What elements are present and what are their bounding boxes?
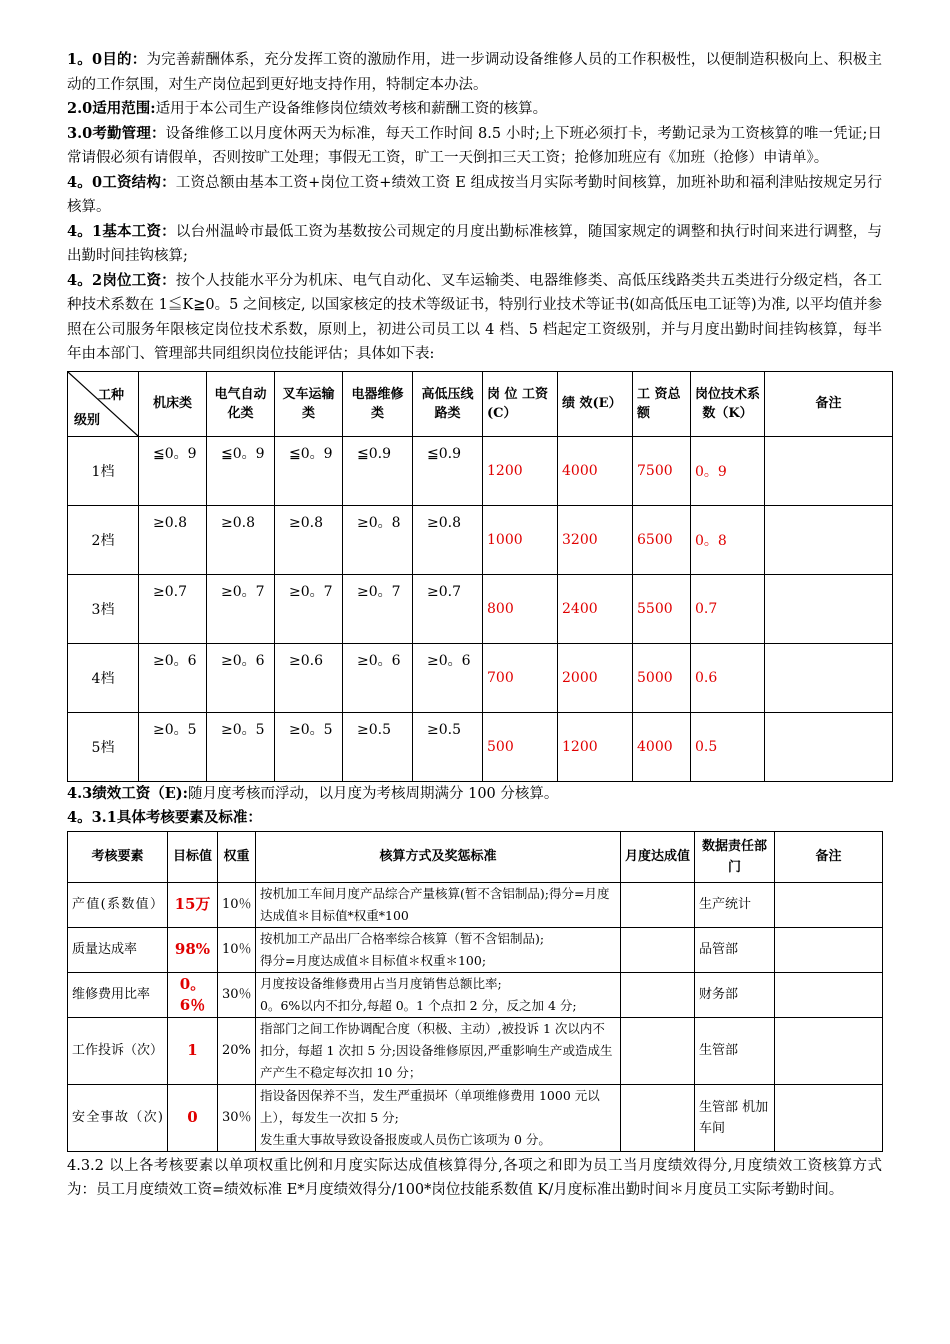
coefficient-cell: ≥0。6	[413, 643, 483, 712]
coefficient-cell: ≥0.7	[413, 574, 483, 643]
coefficient-cell: ≥0。8	[343, 505, 413, 574]
total-wage-cell: 6500	[633, 505, 691, 574]
post-wage-cell: 500	[483, 712, 558, 781]
intro-paragraph-text: 按个人技能水平分为机床、电气自动化、叉车运输类、电器维修类、高低压线路类共五类进行分级定档，各工种技术系数在 1≦K≧0。5 之间核定, 以国家核定的技术等级证书，特别行业技术等证书(如高低压电工证等)为准, 以平均值并参照在公司服务年限核定岗位技术系数，原则上，初进公司员工以 4 档、5 档起定工资级别，并与月度出勤时间挂钩核算，每半年由本部门、管理部共同组织岗位技能评估；具体如下表:	[67, 272, 882, 362]
coefficient-cell: ≦0.9	[413, 436, 483, 505]
corner-label-worktype: 工种	[97, 387, 124, 403]
kpi-header-item: 考核要素	[68, 831, 168, 882]
intro-paragraph-label: 4。2岗位工资：	[67, 271, 176, 289]
k-coefficient-cell: 0.6	[691, 643, 765, 712]
kpi-item-cell: 产值(系数值）	[68, 882, 168, 927]
intro-section	[67, 48, 882, 367]
post-wage-cell: 1000	[483, 505, 558, 574]
criteria-title: 4。3.1具体考核要素及标准：	[67, 809, 262, 826]
k-coefficient-cell: 0.5	[691, 712, 765, 781]
note-cell	[765, 505, 893, 574]
kpi-standard-line: 指设备因保养不当，发生严重损坏（单项维修费用 1000 元以上），每发生一次扣 5 分;	[260, 1087, 600, 1125]
intro-paragraph-label: 4。0工资结构：	[67, 173, 176, 191]
intro-paragraph-text: 以台州温岭市最低工资为基数按公司规定的月度出勤标准核算，随国家规定的调整和执行时间来进行调整，与出勤时间挂钩核算;	[67, 223, 882, 264]
kpi-header-target: 目标值	[168, 831, 218, 882]
grade-row	[68, 436, 893, 505]
coefficient-cell: ≥0.5	[343, 712, 413, 781]
kpi-row	[68, 882, 883, 927]
coefficient-cell: ≥0.8	[413, 505, 483, 574]
kpi-note-cell	[775, 927, 883, 972]
note-cell	[765, 643, 893, 712]
kpi-actual-cell	[621, 882, 695, 927]
post-wage-cell: 700	[483, 643, 558, 712]
kpi-item-cell: 维修费用比率	[68, 972, 168, 1017]
k-coefficient-cell: 0。9	[691, 436, 765, 505]
kpi-row	[68, 927, 883, 972]
grade-label-cell: 4档	[68, 643, 139, 712]
header-post-wage: 岗 位 工资(C）	[483, 371, 558, 436]
corner-label-grade: 级别	[74, 412, 101, 428]
intro-paragraph-label: 1。0目的：	[67, 51, 147, 68]
kpi-standard-cell	[256, 1084, 621, 1151]
coefficient-cell: ≥0。5	[275, 712, 343, 781]
kpi-dept-cell: 生管部 机加车间	[695, 1084, 775, 1151]
kpi-note-cell	[775, 1084, 883, 1151]
coefficient-cell: ≥0。7	[275, 574, 343, 643]
coefficient-cell: ≥0。6	[207, 643, 275, 712]
total-wage-cell: 7500	[633, 436, 691, 505]
kpi-header-weight: 权重	[218, 831, 256, 882]
kpi-item-cell: 安全事故（次)	[68, 1084, 168, 1151]
total-wage-cell: 5000	[633, 643, 691, 712]
post-wage-cell: 1200	[483, 436, 558, 505]
kpi-header-note: 备注	[775, 831, 883, 882]
kpi-item-cell: 工作投诉（次）	[68, 1017, 168, 1084]
kpi-standard-line: 按机加工车间月度产品综合产量核算(暂不含铝制品);得分=月度达成值＊目标值*权重*100	[260, 885, 610, 923]
coefficient-cell: ≥0.8	[207, 505, 275, 574]
intro-paragraph-label: 2.0适用范围:	[67, 100, 156, 117]
kpi-dept-cell: 生产统计	[695, 882, 775, 927]
kpi-row	[68, 1084, 883, 1151]
perf-wage-paragraph	[67, 782, 882, 807]
kpi-standard-line: 0。6%以内不扣分,每超 0。1 个点扣 2 分，反之加 4 分;	[260, 997, 577, 1013]
note-cell	[765, 712, 893, 781]
kpi-dept-cell: 生管部	[695, 1017, 775, 1084]
kpi-actual-cell	[621, 972, 695, 1017]
header-forklift: 叉车运输类	[275, 371, 343, 436]
kpi-weight-cell: 10％	[218, 882, 256, 927]
kpi-row	[68, 1017, 883, 1084]
coefficient-cell: ≥0.7	[139, 574, 207, 643]
coefficient-cell: ≥0。5	[207, 712, 275, 781]
performance-cell: 4000	[558, 436, 633, 505]
coefficient-cell: ≦0。9	[207, 436, 275, 505]
kpi-header-standard: 核算方式及奖惩标准	[256, 831, 621, 882]
grade-label-cell: 2档	[68, 505, 139, 574]
kpi-standard-cell	[256, 927, 621, 972]
kpi-standard-line: 月度按设备维修费用占当月度销售总额比率;	[260, 975, 502, 991]
header-total-wage: 工 资总额	[633, 371, 691, 436]
note-cell	[765, 436, 893, 505]
kpi-standard-line: 指部门之间工作协调配合度（积极、主动）,被投诉 1 次以内不扣分，每超 1 次扣 5 分;因设备维修原因,严重影响生产或造成生产产生不稳定每次扣 10 分；	[260, 1020, 613, 1080]
grade-label-cell: 1档	[68, 436, 139, 505]
performance-cell: 1200	[558, 712, 633, 781]
grade-label-cell: 3档	[68, 574, 139, 643]
grade-table	[67, 371, 893, 782]
coefficient-cell: ≥0。6	[343, 643, 413, 712]
kpi-weight-cell: 20%	[218, 1017, 256, 1084]
coefficient-cell: ≥0.8	[275, 505, 343, 574]
kpi-standard-cell	[256, 882, 621, 927]
intro-paragraph	[67, 220, 882, 269]
total-wage-cell: 5500	[633, 574, 691, 643]
grade-row	[68, 574, 893, 643]
document-page	[67, 48, 882, 1203]
intro-paragraph-text: 工资总额由基本工资+岗位工资+绩效工资 E 组成按当月实际考勤时间核算，加班补助和福利津贴按规定另行核算。	[67, 174, 882, 215]
coefficient-cell: ≥0。6	[139, 643, 207, 712]
header-note: 备注	[765, 371, 893, 436]
intro-paragraph-label: 3.0考勤管理：	[67, 124, 166, 142]
performance-cell: 2000	[558, 643, 633, 712]
intro-paragraph	[67, 97, 882, 122]
kpi-standard-cell	[256, 972, 621, 1017]
coefficient-cell: ≥0。5	[139, 712, 207, 781]
kpi-standard-line: 按机加工产品出厂合格率综合核算（暂不含铝制品);	[260, 930, 545, 946]
kpi-target-cell: 0	[168, 1084, 218, 1151]
kpi-actual-cell	[621, 927, 695, 972]
grade-row	[68, 505, 893, 574]
total-wage-cell: 4000	[633, 712, 691, 781]
intro-paragraph-text: 适用于本公司生产设备维修岗位绩效考核和薪酬工资的核算。	[155, 101, 548, 117]
kpi-note-cell	[775, 972, 883, 1017]
intro-paragraph-text: 为完善薪酬体系，充分发挥工资的激励作用，进一步调动设备维修人员的工作积极性，以便制造积极向上、积极主动的工作氛围，对生产岗位起到更好地支持作用，特制定本办法。	[67, 52, 882, 93]
performance-cell: 2400	[558, 574, 633, 643]
diagonal-header-cell	[68, 371, 139, 436]
kpi-standard-line: 得分=月度达成值＊目标值＊权重＊100;	[260, 952, 487, 968]
coefficient-cell: ≥0.6	[275, 643, 343, 712]
perf-wage-text: 随月度考核而浮动，以月度为考核周期满分 100 分核算。	[188, 785, 559, 802]
kpi-weight-cell: 10％	[218, 927, 256, 972]
kpi-target-cell: 0。6％	[168, 972, 218, 1017]
header-lathe: 机床类	[139, 371, 207, 436]
coefficient-cell: ≦0。9	[139, 436, 207, 505]
performance-cell: 3200	[558, 505, 633, 574]
note-cell	[765, 574, 893, 643]
kpi-actual-cell	[621, 1084, 695, 1151]
coefficient-cell: ≦0。9	[275, 436, 343, 505]
intro-paragraph	[67, 122, 882, 171]
kpi-target-cell: 1	[168, 1017, 218, 1084]
coefficient-cell: ≥0.8	[139, 505, 207, 574]
kpi-weight-cell: 30％	[218, 972, 256, 1017]
header-k-coefficient: 岗位技术系 数（K）	[691, 371, 765, 436]
kpi-dept-cell: 财务部	[695, 972, 775, 1017]
k-coefficient-cell: 0。8	[691, 505, 765, 574]
grade-header-row	[68, 371, 893, 436]
grade-row	[68, 643, 893, 712]
closing-paragraph: 4.3.2 以上各考核要素以单项权重比例和月度实际达成值核算得分,各项之和即为员工当月度绩效得分,月度绩效工资核算方式为：员工月度绩效工资=绩效标准 E*月度绩效得分/100*岗位技能系数值 K/月度标准出勤时间＊月度员工实际考勤时间。	[67, 1157, 882, 1198]
kpi-weight-cell: 30％	[218, 1084, 256, 1151]
grade-row	[68, 712, 893, 781]
grade-label-cell: 5档	[68, 712, 139, 781]
kpi-dept-cell: 品管部	[695, 927, 775, 972]
kpi-item-cell: 质量达成率	[68, 927, 168, 972]
kpi-row	[68, 972, 883, 1017]
coefficient-cell: ≦0.9	[343, 436, 413, 505]
header-appliance: 电器维修类	[343, 371, 413, 436]
kpi-header-row	[68, 831, 883, 882]
coefficient-cell: ≥0.5	[413, 712, 483, 781]
kpi-table	[67, 831, 883, 1152]
kpi-note-cell	[775, 1017, 883, 1084]
intro-paragraph	[67, 269, 882, 367]
intro-paragraph	[67, 171, 882, 220]
k-coefficient-cell: 0.7	[691, 574, 765, 643]
coefficient-cell: ≥0。7	[343, 574, 413, 643]
kpi-actual-cell	[621, 1017, 695, 1084]
intro-paragraph-label: 4。1基本工资：	[67, 222, 176, 240]
kpi-note-cell	[775, 882, 883, 927]
header-electrical: 电气自动化类	[207, 371, 275, 436]
intro-paragraph-text: 设备维修工以月度休两天为标准，每天工作时间 8.5 小时;上下班必须打卡，考勤记录为工资核算的唯一凭证;日常请假必须有请假单，否则按旷工处理；事假无工资，旷工一天倒扣三天工资；抢修加班应有《加班（抢修）申请单》。	[67, 125, 882, 166]
kpi-target-cell: 98%	[168, 927, 218, 972]
perf-wage-label: 4.3绩效工资（E):	[67, 784, 188, 802]
intro-paragraph	[67, 48, 882, 97]
header-voltage-line: 高低压线路类	[413, 371, 483, 436]
kpi-header-actual: 月度达成值	[621, 831, 695, 882]
kpi-target-cell: 15万	[168, 882, 218, 927]
coefficient-cell: ≥0。7	[207, 574, 275, 643]
post-wage-cell: 800	[483, 574, 558, 643]
kpi-header-dept: 数据责任部门	[695, 831, 775, 882]
header-performance: 绩 效(E）	[558, 371, 633, 436]
kpi-standard-cell	[256, 1017, 621, 1084]
kpi-standard-line: 发生重大事故导致设备报废或人员伤亡该项为 0 分。	[260, 1131, 551, 1147]
